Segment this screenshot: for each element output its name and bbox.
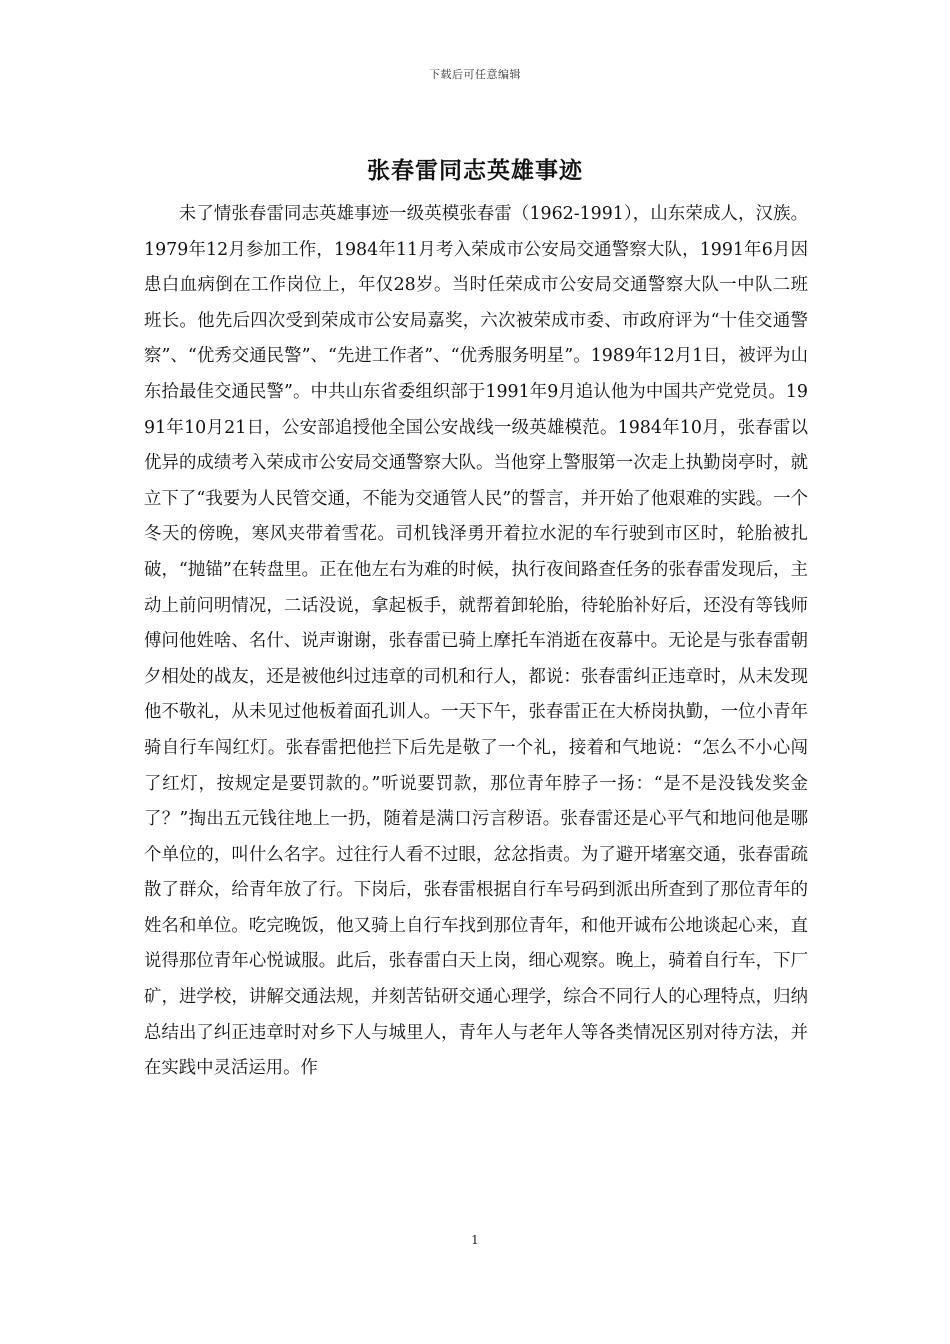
body-paragraph: 未了情张春雷同志英雄事迹一级英模张春雷（1962-1991），山东荣成人，汉族。1979年12月参加工作，1984年11月考入荣成市公安局交通警察大队，1991年6月因患白血病倒在工作岗位上，年仅28岁。当时任荣成市公安局交通警察大队一中队二班班长。他先后四次受到荣成市公安局嘉奖，六次被荣成市委、市政府评为“十佳交通警察”、“优秀交通民警”、“先进工作者”、“优秀服务明星”。1989年12月1日，被评为山东拾最佳交通民警”。中共山东省委组织部于1991年9月追认他为中国共产党党员。1991年10月21日，公安部追授他全国公安战线一级英雄模范。1984年10月，张春雷以优异的成绩考入荣成市公安局交通警察大队。当他穿上警服第一次走上执勤岗亭时，就立下了“我要为人民管交通，不能为交通管人民”的誓言，并开始了他艰难的实践。一个冬天的傍晚，寒风夹带着雪花。司机钱泽勇开着拉水泥的车行驶到市区时，轮胎被扎破，“抛锚”在转盘里。正在他左右为难的时候，执行夜间路查任务的张春雷发现后，主动上前问明情况，二话没说，拿起板手，就帮着卸轮胎，待轮胎补好后，还没有等钱师傅问他姓啥、名什、说声谢谢，张春雷已骑上摩托车消逝在夜幕中。无论是与张春雷朝夕相处的战友，还是被他纠过违章的司机和行人，都说：张春雷纠正违章时，从未发现他不敬礼，从未见过他板着面孔训人。一天下午，张春雷正在大桥岗执勤，一位小青年骑自行车闯红灯。张春雷把他拦下后先是敬了一个礼，接着和气地说：“怎么不小心闯了红灯，按规定是要罚款的。”听说要罚款，那位青年脖子一扬：“是不是没钱发奖金了？”掏出五元钱往地上一扔，随着是满口污言秽语。张春雷还是心平气和地问他是哪个单位的，叫什么名字。过往行人看不过眼，忿忿指责。为了避开堵塞交通，张春雷疏散了群众，给青年放了行。下岗后，张春雷根据自行车号码到派出所查到了那位青年的姓名和单位。吃完晚饭，他又骑上自行车找到那位青年，和他开诚布公地谈起心来，直说得那位青年心悦诚服。此后，张春雷白天上岗，细心观察。晚上，骑着自行车，下厂矿，进学校，讲解交通法规，并刻苦钻研交通心理学，综合不同行人的心理特点，归纳总结出了纠正违章时对乡下人与城里人，青年人与老年人等各类情况区别对待方法，并在实践中灵活运用。作 — [144, 204, 808, 1079]
document-title: 张春雷同志英雄事迹 — [367, 157, 583, 184]
header-note: 下载后可任意编辑 — [429, 68, 521, 81]
page-number: 1 — [471, 1233, 479, 1247]
